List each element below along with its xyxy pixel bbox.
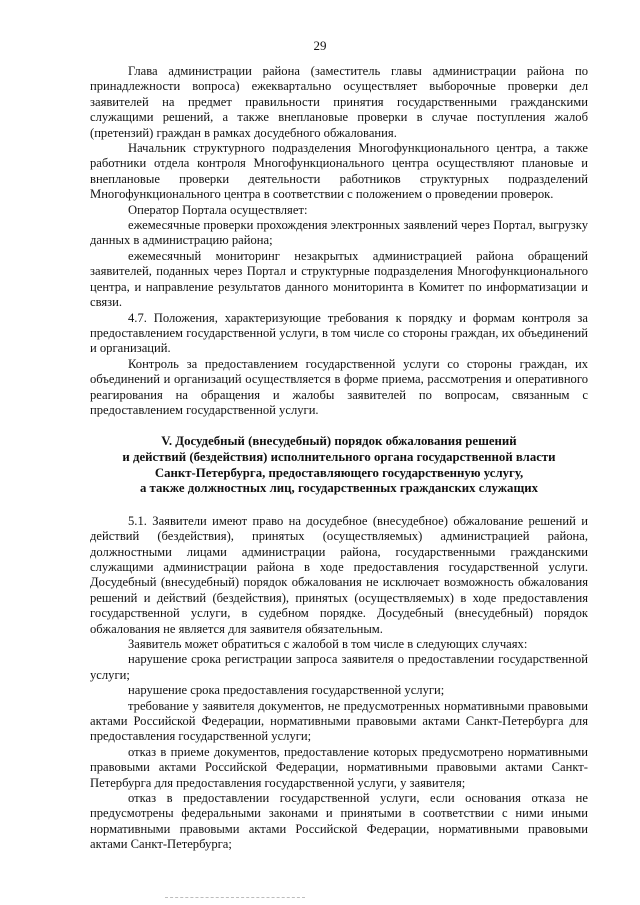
paragraph: Заявитель может обратиться с жалобой в том числе в следующих случаях: [128, 636, 528, 651]
page-number: 29 [313, 38, 327, 53]
section-heading-line: V. Досудебный (внесудебный) порядок обжалования решений [161, 434, 517, 449]
paragraph: нарушение срока предоставления государственной услуги; [128, 683, 445, 698]
paragraph: Глава администрации района (заместитель главы администрации района по принадлежности вопроса) ежеквартально осуществляет выборочные проверки дел заявителей на предмет правильности принятия государственными гражданскими служащими решений, а также внеплановые проверки в случае поступления жалоб (претензий) граждан в рамках досудебного обжалования. [90, 64, 588, 140]
section-gap [90, 497, 588, 514]
paragraph: нарушение срока регистрации запроса заявителя о предоставлении государственной услуги; [90, 652, 588, 682]
scan-artifact-line [165, 897, 305, 899]
paragraph: ежемесячные проверки прохождения электронных заявлений через Портал, выгрузку данных в администрацию района; [90, 218, 588, 248]
paragraph: отказ в приеме документов, предоставление которых предусмотрено нормативными правовыми актами Российской Федерации, нормативными правовыми актами Санкт-Петербурга для предоставления государственной услуги, у заявителя; [90, 744, 588, 790]
section-gap [90, 418, 588, 434]
paragraph: ежемесячный мониторинг незакрытых администрацией района обращений заявителей, поданных через Портал и структурные подразделения Многофункционального центра, и направление результатов данного мониторинта в Комитет по информатизации и связи. [90, 248, 588, 310]
paragraph: требование у заявителя документов, не предусмотренных нормативными правовыми актами Российской Федерации, нормативными правовыми актами Санкт-Петербурга для предоставления государственной услуги; [90, 698, 588, 744]
document-body [90, 64, 588, 853]
paragraph: Контроль за предоставлением государственной услуги со стороны граждан, их объединений и организаций осуществляется в форме приема, рассмотрения и оперативного реагирования на обращения и жалобы заявителей по вопросам, связанным с предоставлением государственной услуги. [90, 356, 588, 417]
paragraph: Начальник структурного подразделения Многофункционального центра, а также работники отдела контроля Многофункционального центра осуществляют плановые и внеплановые проверки деятельности работников структурных подразделений Многофункционального центра в соответствии с положением о проведении проверок. [90, 141, 588, 202]
section-heading-line: и действий (бездействия) исполнительного органа государственной власти [122, 449, 556, 464]
paragraph: 4.7. Положения, характеризующие требования к порядку и формам контроля за предоставлением государственной услуги, в том числе со стороны граждан, их объединений и организаций. [90, 310, 588, 356]
section-heading-line: а также должностных лиц, государственных гражданских служащих [139, 481, 539, 496]
section-heading [90, 434, 588, 496]
paragraph: 5.1. Заявители имеют право на досудебное (внесудебное) обжалование решений и действий (бездействия), принятых (осуществляемых) администрацией района, должностными лицами администрации района, государственными гражданскими служащими администрации района в ходе предоставления государственной услуги. Досудебный (внесудебный) порядок обжалования не исключает возможность обжалования решений и действий (бездействия), принятых (осуществляемых) в ходе предоставления государственной услуги, в судебном порядке. Досудебный (внесудебный) порядок обжалования не является для заявителя обязательным. [90, 513, 588, 636]
paragraph: отказ в предоставлении государственной услуги, если основания отказа не предусмотрены федеральными законами и принятыми в соответствии с ними иными нормативными правовыми актами Российской Федерации, нормативными правовыми актами Санкт-Петербурга; [90, 791, 588, 852]
paragraph: Оператор Портала осуществляет: [128, 202, 308, 217]
section-heading-line: Санкт-Петербурга, предоставляющего государственную услугу, [154, 465, 524, 480]
